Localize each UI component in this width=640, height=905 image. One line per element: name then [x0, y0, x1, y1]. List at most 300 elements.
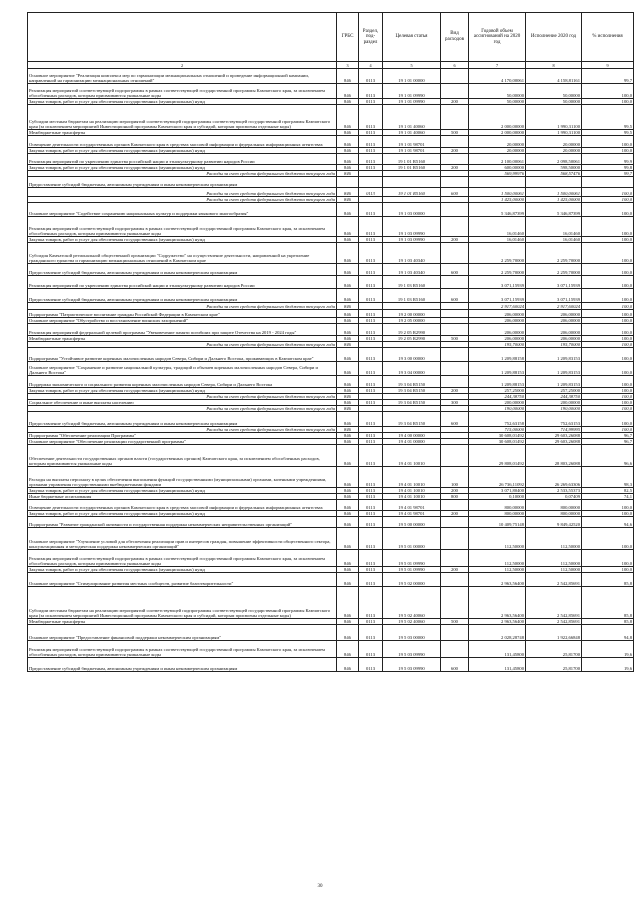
- page-number: 30: [317, 884, 323, 889]
- row-grbs: 846: [337, 217, 359, 237]
- row-grbs: 846: [337, 511, 359, 517]
- row-name: Закупка товаров, работ и услуг для обеспечения государственных (муниципальных) нужд: [28, 388, 337, 394]
- row-grbs: 846: [337, 641, 359, 658]
- row-pct: 94,8: [582, 625, 634, 641]
- row-fact: 206,00000: [526, 336, 582, 342]
- row-celevaya: 19 3 04 R5150: [383, 400, 441, 406]
- row-fact: 25,81700: [526, 641, 582, 658]
- row-razdel: 0113: [359, 412, 383, 427]
- table-row: [28, 154, 634, 165]
- row-name: Межбюджетные трансферты: [28, 619, 337, 625]
- row-plan: 2 000,00000: [469, 130, 526, 136]
- row-grbs: 846: [337, 567, 359, 573]
- row-fact: 2 542,85691: [526, 619, 582, 625]
- row-celevaya: 19 1 01 09990: [383, 99, 441, 105]
- row-vid: 200: [441, 237, 469, 243]
- row-razdel: [359, 177, 383, 188]
- row-pct: 100,0: [582, 528, 634, 550]
- row-grbs: 846: [337, 362, 359, 376]
- row-grbs: 846: [337, 619, 359, 625]
- row-name: Освещение деятельности государственных органов Камчатского края в средствах массовой информации и федеральных информационных агентствах: [28, 500, 337, 511]
- row-plan: 1 500,00061: [469, 188, 526, 197]
- table-row: [28, 136, 634, 148]
- row-plan: 1 209,88153: [469, 376, 526, 388]
- table-row: [28, 310, 634, 318]
- row-vid: [441, 500, 469, 511]
- row-celevaya: 19 4 01 10010: [383, 467, 441, 488]
- row-name: Обеспечение деятельности государственных органов власти (государственных органов) Камчатского края, за исключением обособленных расходов, которым присваиваются уникальные коды: [28, 445, 337, 467]
- row-razdel: 0113: [359, 517, 383, 528]
- row-grbs: 846: [337, 303, 359, 310]
- row-celevaya: 19 5 03 00000: [383, 625, 441, 641]
- table-row: [28, 276, 634, 289]
- row-fact: 714,99995: [526, 427, 582, 433]
- row-name: Межбюджетные трансферты: [28, 130, 337, 136]
- row-razdel: 0113: [359, 567, 383, 573]
- row-pct: 96,7: [582, 439, 634, 445]
- row-name: Иные бюджетные ассигнования: [28, 494, 337, 500]
- row-fact: 50,00000: [526, 84, 582, 99]
- col-index: 7: [469, 62, 526, 69]
- row-razdel: 0113: [359, 400, 383, 406]
- row-plan: 2 963,56400: [469, 587, 526, 619]
- row-plan: 752,63158: [469, 412, 526, 427]
- row-vid: [441, 528, 469, 550]
- row-plan: 26 736,11092: [469, 467, 526, 488]
- row-name: Расходы за счет средств федерального бюджета текущего года: [28, 188, 337, 197]
- row-fact: 1 500,00061: [526, 188, 582, 197]
- row-pct: 100,0: [582, 348, 634, 362]
- row-fact: 800,00000: [526, 511, 582, 517]
- row-name: Поддержка экономического и социального развития коренных малочисленных народов Севера, Сибири и Дальнего Востока: [28, 376, 337, 388]
- row-pct: 85,8: [582, 573, 634, 587]
- table-row: [28, 188, 634, 197]
- row-razdel: 0113: [359, 165, 383, 171]
- row-plan: 206,00000: [469, 336, 526, 342]
- row-celevaya: 19 5 03 09990: [383, 641, 441, 658]
- row-vid: 200: [441, 567, 469, 573]
- row-plan: 1 209,88153: [469, 362, 526, 376]
- row-fact: 206,00000: [526, 318, 582, 324]
- row-name: Субсидия Камчатской региональной общественной организации "Содружество" на осуществление деятельности, направленной на укрепление гражданского единства и гармонизацию межнациональных отношений в Камчатском крае: [28, 243, 337, 264]
- row-plan: 1 425,00000: [469, 197, 526, 203]
- table-row: [28, 217, 634, 237]
- row-vid: [441, 625, 469, 641]
- row-grbs: 846: [337, 84, 359, 99]
- row-fact: 1 209,83153: [526, 348, 582, 362]
- row-celevaya: 19 1 03 40340: [383, 264, 441, 276]
- row-fact: 9 849,42520: [526, 517, 582, 528]
- row-name: Закупка товаров, работ и услуг для обеспечения государственных (муниципальных) нужд: [28, 511, 337, 517]
- row-plan: 2 100,00061: [469, 154, 526, 165]
- row-plan: 29 808,01492: [469, 445, 526, 467]
- row-vid: [441, 243, 469, 264]
- row-razdel: 0113: [359, 500, 383, 511]
- row-pct: 100,0: [582, 362, 634, 376]
- row-vid: [441, 550, 469, 567]
- row-razdel: 0113: [359, 625, 383, 641]
- row-vid: [441, 517, 469, 528]
- row-pct: 99,9: [582, 154, 634, 165]
- row-fact: 16,01460: [526, 237, 582, 243]
- row-plan: 10 409,75148: [469, 517, 526, 528]
- row-pct: 100,0: [582, 264, 634, 276]
- row-razdel: 0113: [359, 587, 383, 619]
- row-fact: 2 542,85691: [526, 587, 582, 619]
- row-fact: 25,81700: [526, 658, 582, 672]
- table-row: [28, 550, 634, 567]
- row-razdel: 0113: [359, 84, 383, 99]
- row-name: Основное мероприятие "Содействие сохранению национальных культур и поддержки языкового многообразия": [28, 203, 337, 217]
- row-pct: 94,6: [582, 517, 634, 528]
- table-row: [28, 641, 634, 658]
- row-vid: [441, 303, 469, 310]
- row-grbs: 846: [337, 488, 359, 494]
- row-vid: 500: [441, 336, 469, 342]
- row-razdel: 0113: [359, 433, 383, 439]
- row-celevaya: 19 5 00 00000: [383, 517, 441, 528]
- row-fact: 3 071,15939: [526, 289, 582, 303]
- row-grbs: 846: [337, 528, 359, 550]
- row-pct: 100,0: [582, 99, 634, 105]
- row-grbs: 846: [337, 500, 359, 511]
- header-vid: Вид расходов: [441, 13, 469, 62]
- row-name: Расходы на выплаты персоналу в целях обеспечения выполнения функций государственными (муниципальными) органами, казенными учреждениями, органами управления государственными внебюджетными фондами: [28, 467, 337, 488]
- row-plan: 2 028,28748: [469, 625, 526, 641]
- row-razdel: 0113: [359, 188, 383, 197]
- row-pct: 19,6: [582, 658, 634, 672]
- row-grbs: 846: [337, 148, 359, 154]
- row-celevaya: 19 2 05 00000: [383, 318, 441, 324]
- row-name: Реализация мероприятий соответствующей подпрограммы в рамках соответствующей государственной программы Камчатского края, за исключением обособленных расходов, которым присваиваются уникальные коды: [28, 217, 337, 237]
- row-razdel: 0113: [359, 148, 383, 154]
- row-plan: 257,25000: [469, 388, 526, 394]
- row-name: Реализация мероприятий соответствующей подпрограммы в рамках соответствующей государственной программы Камчатского края, за исключением обособленных расходов, которым присваиваются уникальные коды: [28, 550, 337, 567]
- row-pct: 100,0: [582, 376, 634, 388]
- row-vid: [441, 69, 469, 84]
- row-grbs: 846: [337, 467, 359, 488]
- row-name: Расходы за счет средств федерального бюджета текущего года: [28, 406, 337, 412]
- row-vid: 200: [441, 148, 469, 154]
- row-grbs: 846: [337, 171, 359, 177]
- row-vid: [441, 84, 469, 99]
- row-vid: 600: [441, 289, 469, 303]
- row-grbs: 846: [337, 406, 359, 412]
- row-fact: 20,00000: [526, 136, 582, 148]
- row-celevaya: 19 1 01 40060: [383, 130, 441, 136]
- row-razdel: 0113: [359, 488, 383, 494]
- table-row: [28, 289, 634, 303]
- row-name: Расходы за счет средств федерального бюджета текущего года: [28, 342, 337, 348]
- row-plan: 2 259,70000: [469, 243, 526, 264]
- row-celevaya: 19 4 01 10010: [383, 445, 441, 467]
- row-razdel: 0113: [359, 336, 383, 342]
- row-plan: 2 259,70000: [469, 264, 526, 276]
- row-razdel: 0113: [359, 105, 383, 130]
- row-name: Подпрограмма "Обеспечение реализации Программы": [28, 433, 337, 439]
- row-grbs: 846: [337, 105, 359, 130]
- row-plan: 190,00000: [469, 406, 526, 412]
- row-celevaya: 19 3 00 00000: [383, 348, 441, 362]
- table-row: [28, 587, 634, 619]
- row-razdel: 0113: [359, 511, 383, 517]
- row-pct: 74,1: [582, 494, 634, 500]
- row-celevaya: 19 2 00 00000: [383, 310, 441, 318]
- row-celevaya: 19 3 04 R5150: [383, 376, 441, 388]
- row-plan: 715,00000: [469, 427, 526, 433]
- row-grbs: 846: [337, 388, 359, 394]
- budget-table-sheet: [27, 12, 633, 672]
- row-fact: 1 990,31100: [526, 105, 582, 130]
- row-grbs: 846: [337, 165, 359, 171]
- row-fact: 206,00000: [526, 310, 582, 318]
- row-pct: 100,0: [582, 217, 634, 237]
- row-pct: [582, 177, 634, 188]
- row-vid: 600: [441, 658, 469, 672]
- row-plan: 5 346,87399: [469, 203, 526, 217]
- table-row: [28, 412, 634, 427]
- row-vid: [441, 136, 469, 148]
- row-razdel: 0113: [359, 237, 383, 243]
- row-plan: 2 963,56400: [469, 573, 526, 587]
- row-name: Основное мероприятие "Обустройство и восстановление воинских захоронений": [28, 318, 337, 324]
- row-plan: 2 963,56400: [469, 619, 526, 625]
- table-row: [28, 528, 634, 550]
- row-celevaya: 19 1 01 R5160: [383, 188, 441, 197]
- row-grbs: 846: [337, 276, 359, 289]
- row-grbs: 846: [337, 427, 359, 433]
- row-plan: 112,50000: [469, 550, 526, 567]
- row-celevaya: 19 4 01 00000: [383, 439, 441, 445]
- row-plan: 800,00000: [469, 511, 526, 517]
- row-celevaya: 19 3 04 R5150: [383, 412, 441, 427]
- row-plan: 30 608,01492: [469, 439, 526, 445]
- row-celevaya: 19 4 00 00000: [383, 433, 441, 439]
- row-razdel: 0113: [359, 376, 383, 388]
- row-name: Основное мероприятие "Стимулирование развития местных сообществ, развитие благотворительности": [28, 573, 337, 587]
- row-fact: 3 071,15939: [526, 276, 582, 289]
- row-name: Предоставление субсидий бюджетным, автономным учреждениям и иным некоммерческим организациям: [28, 412, 337, 427]
- row-celevaya: 19 5 03 09990: [383, 658, 441, 672]
- row-plan: 2 000,00000: [469, 105, 526, 130]
- row-name: Подпрограмма "Устойчивое развитие коренных малочисленных народов Севера, Сибири и Дальнего Востока, проживающих в Камчатском крае": [28, 348, 337, 362]
- row-pct: 99,8: [582, 165, 634, 171]
- row-pct: 100,0: [582, 511, 634, 517]
- row-razdel: 0113: [359, 318, 383, 324]
- row-grbs: 846: [337, 197, 359, 203]
- row-name: Предоставление субсидий бюджетным, автономным учреждениям и иным некоммерческим организациям: [28, 264, 337, 276]
- row-name: Реализация мероприятий соответствующей подпрограммы в рамках соответствующей государственной программы Камчатского края, за исключением обособленных расходов, которым присваиваются уникальные коды: [28, 641, 337, 658]
- row-fact: 5 346,87399: [526, 203, 582, 217]
- row-fact: 1 209,83153: [526, 376, 582, 388]
- row-grbs: 846: [337, 400, 359, 406]
- row-vid: 600: [441, 412, 469, 427]
- row-grbs: 846: [337, 99, 359, 105]
- table-row: [28, 445, 634, 467]
- table-header-row: [28, 13, 634, 62]
- row-fact: 26 269,63306: [526, 467, 582, 488]
- row-name: Субсидии местным бюджетам на реализацию мероприятий соответствующей подпрограммы соответствующей государственной программы Камчатского края (за исключением мероприятий Инвестиционной программы Камчатского края и субсидий, которым присвоены отдельные коды): [28, 105, 337, 130]
- row-pct: 100,0: [582, 342, 634, 348]
- row-pct: 100,0: [582, 406, 634, 412]
- row-razdel: 0113: [359, 550, 383, 567]
- row-celevaya: 19 1 01 R5160: [383, 154, 441, 165]
- row-pct: 100,0: [582, 324, 634, 336]
- row-plan: 1 209,88158: [469, 348, 526, 362]
- row-pct: 100,0: [582, 388, 634, 394]
- row-grbs: 846: [337, 318, 359, 324]
- table-row: [28, 625, 634, 641]
- row-plan: 20,00000: [469, 148, 526, 154]
- row-fact: 112,50000: [526, 567, 582, 573]
- row-pct: 100,0: [582, 427, 634, 433]
- row-plan: 16,01460: [469, 237, 526, 243]
- row-celevaya: 19 2 05 R2990: [383, 336, 441, 342]
- row-vid: 500: [441, 619, 469, 625]
- row-plan: 50,00000: [469, 99, 526, 105]
- row-vid: 800: [441, 494, 469, 500]
- row-fact: 2 259,70000: [526, 264, 582, 276]
- row-pct: 100,0: [582, 500, 634, 511]
- row-celevaya: 19 5 02 00000: [383, 573, 441, 587]
- row-grbs: 846: [337, 658, 359, 672]
- row-razdel: 0113: [359, 362, 383, 376]
- row-grbs: 846: [337, 587, 359, 619]
- row-name: Расходы за счет средств федерального бюджета текущего года: [28, 303, 337, 310]
- row-razdel: 0113: [359, 203, 383, 217]
- row-vid: 200: [441, 388, 469, 394]
- row-vid: [441, 203, 469, 217]
- row-pct: 100,0: [582, 303, 634, 310]
- row-plan: 3 071,15939: [469, 289, 526, 303]
- table-row: [28, 376, 634, 388]
- row-celevaya: 19 5 01 09990: [383, 567, 441, 573]
- row-fact: 28 803,26088: [526, 445, 582, 467]
- row-grbs: 846: [337, 136, 359, 148]
- table-row: [28, 324, 634, 336]
- row-fact: 2 917,60024: [526, 303, 582, 310]
- row-pct: 99,7: [582, 69, 634, 84]
- row-razdel: 0113: [359, 528, 383, 550]
- row-grbs: 846: [337, 203, 359, 217]
- row-pct: 96,7: [582, 433, 634, 439]
- row-grbs: 846: [337, 324, 359, 336]
- row-fact: [526, 177, 582, 188]
- row-pct: 100,0: [582, 412, 634, 427]
- table-row: [28, 348, 634, 362]
- row-celevaya: 19 3 04 R5150: [383, 388, 441, 394]
- row-celevaya: 19 1 01 09990: [383, 84, 441, 99]
- row-name: Реализация мероприятий соответствующей подпрограммы в рамках соответствующей государственной программы Камчатского края, за исключением обособленных расходов, которым присваиваются уникальные коды: [28, 84, 337, 99]
- row-celevaya: 19 4 01 10010: [383, 488, 441, 494]
- row-pct: 100,0: [582, 197, 634, 203]
- row-celevaya: 19 2 05 R2990: [383, 324, 441, 336]
- row-name: Подпрограмма "Развитие гражданской активности и государственная поддержка некоммерческих неправительственных организаций": [28, 517, 337, 528]
- row-grbs: 846: [337, 412, 359, 427]
- header-blank: [28, 13, 337, 62]
- row-grbs: [337, 177, 359, 188]
- row-pct: 98,3: [582, 467, 634, 488]
- row-plan: 200,00000: [469, 400, 526, 406]
- row-razdel: 0113: [359, 324, 383, 336]
- row-name: Предоставление субсидий бюджетным, автономным учреждениям и иным некоммерческим организациям: [28, 658, 337, 672]
- row-plan: 50,00000: [469, 84, 526, 99]
- table-row: [28, 517, 634, 528]
- table-row: [28, 658, 634, 672]
- row-fact: 16,01460: [526, 217, 582, 237]
- row-plan: 206,00000: [469, 318, 526, 324]
- row-vid: [441, 324, 469, 336]
- row-name: Закупка товаров, работ и услуг для обеспечения государственных (муниципальных) нужд: [28, 99, 337, 105]
- row-razdel: 0113: [359, 130, 383, 136]
- row-pct: 100,0: [582, 136, 634, 148]
- row-plan: 800,00000: [469, 500, 526, 511]
- row-pct: 19,6: [582, 641, 634, 658]
- row-razdel: 0113: [359, 445, 383, 467]
- row-plan: 3 071,15939: [469, 276, 526, 289]
- table-row: [28, 69, 634, 84]
- row-grbs: 846: [337, 550, 359, 567]
- row-razdel: 0113: [359, 658, 383, 672]
- row-celevaya: 19 1 01 40060: [383, 105, 441, 130]
- row-pct: 100,0: [582, 237, 634, 243]
- row-name: Реализация мероприятий по укреплению единства российской нации и этнокультурному развитию народов России: [28, 154, 337, 165]
- row-grbs: 846: [337, 445, 359, 467]
- row-vid: [441, 362, 469, 376]
- row-fact: 800,00000: [526, 500, 582, 511]
- row-razdel: [359, 303, 383, 310]
- row-plan: 206,00000: [469, 310, 526, 318]
- row-fact: 0,07409: [526, 494, 582, 500]
- row-celevaya: [383, 303, 441, 310]
- row-fact: 4 158,81161: [526, 69, 582, 84]
- row-fact: 2 259,70000: [526, 243, 582, 264]
- row-grbs: 846: [337, 348, 359, 362]
- row-fact: 2 533,55373: [526, 488, 582, 494]
- col-index: 6: [441, 62, 469, 69]
- row-grbs: 846: [337, 237, 359, 243]
- row-pct: 100,0: [582, 336, 634, 342]
- row-name: Расходы за счет средств федерального бюджета текущего года: [28, 171, 337, 177]
- row-pct: 99,7: [582, 171, 634, 177]
- row-fact: 568,57476: [526, 171, 582, 177]
- row-celevaya: 19 1 03 40340: [383, 243, 441, 264]
- row-name: Социальное обеспечение и иные выплаты населению: [28, 400, 337, 406]
- table-row: [28, 177, 634, 188]
- row-fact: 2 098,50061: [526, 154, 582, 165]
- row-plan: [469, 177, 526, 188]
- row-plan: 4 170,00061: [469, 69, 526, 84]
- row-celevaya: 19 1 03 00000: [383, 203, 441, 217]
- row-fact: 1 922,66848: [526, 625, 582, 641]
- row-razdel: 0113: [359, 573, 383, 587]
- row-plan: 195,70000: [469, 342, 526, 348]
- row-grbs: 846: [337, 188, 359, 197]
- row-fact: 1 425,00000: [526, 197, 582, 203]
- row-grbs: 846: [337, 154, 359, 165]
- row-celevaya: 19 3 04 00000: [383, 362, 441, 376]
- col-index: 3: [337, 62, 359, 69]
- row-celevaya: 19 1 01 00000: [383, 69, 441, 84]
- row-name: Подпрограмма "Патриотическое воспитание граждан Российской Федерации в Камчатском крае": [28, 310, 337, 318]
- row-grbs: 846: [337, 289, 359, 303]
- row-pct: 100,0: [582, 394, 634, 400]
- col-index: 4: [359, 62, 383, 69]
- row-name: Предоставление субсидий бюджетным, автономным учреждениям и иным некоммерческим организациям: [28, 177, 337, 188]
- row-grbs: 846: [337, 573, 359, 587]
- row-fact: 50,00000: [526, 99, 582, 105]
- row-celevaya: 19 4 01 10010: [383, 494, 441, 500]
